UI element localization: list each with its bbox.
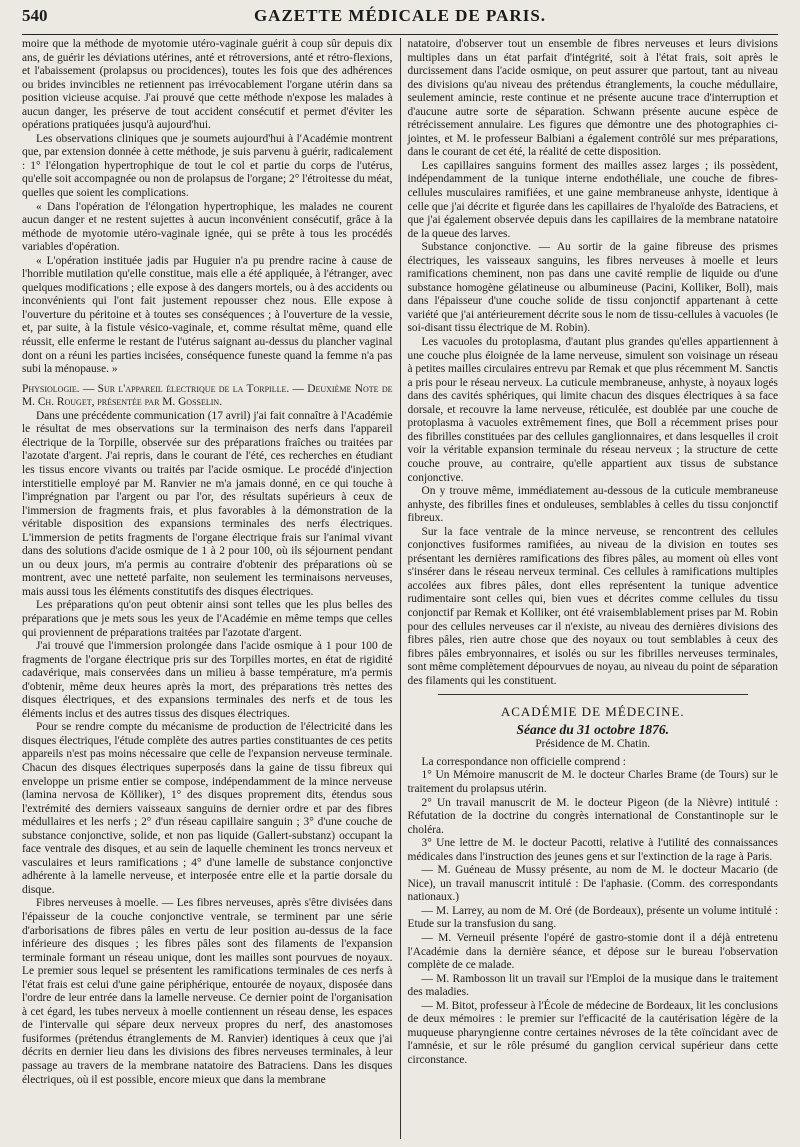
page-number: 540 — [22, 6, 48, 25]
section-divider — [438, 694, 749, 695]
paragraph: — M. Guéneau de Mussy présente, au nom de M. le docteur Macario (de Nice), un travail manuscrit intitulé : De l'aphasie. (Comm. des correspondants nationaux.) — [407, 864, 778, 904]
page-header — [22, 6, 778, 35]
presidence-line: Présidence de M. Chatin. — [535, 738, 651, 751]
paragraph: Les vacuoles du protoplasma, d'autant plus grandes qu'elles appartiennent à une couche plus éloignée de la lame nerveuse, simulent son voisinage un réseau à petites mailles circulaires entrevu par Remak et que plus récemment M. Sanctis a pris pour le réseau nerveux. La cuticule membraneuse, anhyste, à noyaux logés dans des cavités sphériques, qui limite chacun des disques électriques à sa face dorsale, et recouvre la lame nerveuse, réticulée, est doublée par une couche de protoplasma à vacuoles extrêmement fines, que Boll a récemment prises pour des fibrilles constituées par des cellules ganglionnaires, et dans lesquelles il croit voir la véritable expansion terminale du réseau nerveux ; la structure de cette couche prouve, au contraire, qu'elle appartient aux tissus de substance conjonctive. — [407, 336, 778, 484]
paragraph: Pour se rendre compte du mécanisme de production de l'électricité dans les disques électriques, l'étude complète des autres parties constituantes de ces petits appareils n'est pas moins nécessaire que celle de l'expansion nerveuse terminale. Chacun des disques électriques superposés dans la gaine de tissu fibreux qui enveloppe un prisme entier se compose, indépendamment de la mince nerveuse (lamina nervosa de Kölliker), 1° des disques proprement dits, étendus sous l'extrémité des derniers vaisseaux sanguins de dernier ordre et par des fibres médullaires et les nerfs ; 2° d'un réseau capillaire sanguin ; 3° d'une couche de substance conjonctive, solide, et non pas liquide (Gallert-substanz) occupant la face ventrale des disques, et au sein de laquelle cheminent les troncs nerveux et vasculaires et leurs ramifications ; 4° d'une lamelle de substance conjonctive adhérente à la lamelle nerveuse, et interposée entre elle et la partie dorsale du disque. — [22, 721, 393, 896]
paragraph: Substance conjonctive. — Au sortir de la gaine fibreuse des prismes électriques, les vaisseaux sanguins, les fibres nerveuses à moelle et leurs ramifications cheminent, non pas dans une cavité remplie de liquide ou d'une substance homogène gélatineuse ou albumineuse (Pacini, Kolliker, Boll), mais dans l'épaisseur d'une couche solide de tissu conjonctif appartenant à cette variété que j'ai antérieurement décrite sous le nom de tissu-cellules à vacuoles (le soi-disant tissu électrique de M. Robin). — [407, 241, 778, 335]
paragraph: Dans une précédente communication (17 avril) j'ai fait connaître à l'Académie le résultat de mes observations sur la terminaison des nerfs dans l'appareil électrique de la Torpille, observée sur des préparations fraîches ou traitées par l'azotate d'argent. J'ai repris, dans le courant de l'été, ces recherches en étudiant les tissus encore vivants ou traités par l'acide osmique. Le procédé d'injection interstitielle employé par M. Ranvier ne m'a jamais donné, en ce qui touche à l'imprégnation par l'argent ou par l'or, des résultats supérieurs à ceux de l'immersion de fragments frais, et plus favorables à la démonstration de la véritable disposition des expansions terminales des nerfs électriques. L'immersion de petits fragments de l'organe électrique frais sur l'animal vivant dans des solutions d'acide osmique de 1 à 2 pour 100, où ils séjournent pendant un ou deux jours, m'a permis au contraire d'obtenir des préparations où se montrent, avec une netteté parfaite, non seulement les terminaisons nerveuses, mais aussi tous les éléments constitutifs des disques électriques. — [22, 409, 393, 598]
paragraph: Les observations cliniques que je soumets aujourd'hui à l'Académie montrent que, par extension donnée à cette méthode, je suis parvenu à guérir, radicalement : 1° l'élongation hypertrophique de tout le col et partie du corps de l'utérus, qu'elle soit accompagnée ou non de prolapsus de l'organe; 2° l'étroitesse du méat, quelles que soient les complications. — [22, 132, 393, 200]
paragraph: J'ai trouvé que l'immersion prolongée dans l'acide osmique à 1 pour 100 de fragments de l'organe électrique pris sur des Torpilles mortes, en état de rigidité cadavérique, mais conservées dans un milieu à basse température, m'a permis d'obtenir, même deux heures après la mort, des préparations très nettes des disques électriques, et des expansions terminales des nerfs et de tous les éléments inclus et des autres tissus des disques électriques. — [22, 640, 393, 720]
paragraph: 1° Un Mémoire manuscrit de M. le docteur Charles Brame (de Tours) sur le traitement du prolapsus utérin. — [407, 769, 778, 795]
section-title-academie: ACADÉMIE DE MÉDECINE. — [500, 704, 685, 720]
paragraph: Sur la face ventrale de la mince nerveuse, se rencontrent des cellules conjonctives fusiformes ramifiées, au niveau de la division en toutes ses présentant les dernières ramifications des fibres pâles, au moment où elles vont s'insérer dans le réseau nerveux terminal. Ces cellules à ramifications multiples accolées aux fibres pâles, dont elles représentent la tunique adventice rudimentaire sont celles qui, bien vues et décrites comme cellules du tissu conjonctif par Remak et Kolliker, ont été vraisemblablement prises par M. Robin pour des cellules nerveuses car il n'existe, au niveau des dernières divisions des fibres pâles, rien autre chose que des noyaux ou tout semblables à ceux des fibres pâles embryonnaires, et isolés ou sur les fibrilles nerveuses terminales, sont même complètement dépourvues de noyau, au niveau du point de séparation des filaments qui les constituent. — [407, 525, 778, 687]
paragraph: « L'opération instituée jadis par Huguier n'a pu prendre racine à cause de l'horrible mutilation qu'elle constitue, mais elle a été appliquée, à l'étranger, avec quelques modifications ; elle expose à des dangers mortels, ou à des accidents ou inconvénients qui l'ont fait justement repousser chez nous. Elle expose à l'ouverture du péritoine et à toutes ses conséquences ; à l'ouverture de la vessie, et, par suite, à la fistule vésico-vaginale, et, comme résultat même, quand elle réussit, elle enferme le restant de l'utérus saignant au-dessus du plancher vaginal dont on a réuni les parties incisées, conséquence funeste quand la femme n'a pas subi la ménopause. » — [22, 254, 393, 376]
paragraph: — M. Rambosson lit un travail sur l'Emploi de la musique dans le traitement des maladies. — [407, 972, 778, 999]
paragraph: — M. Bitot, professeur à l'École de médecine de Bordeaux, lit les conclusions de deux mémoires : le premier sur l'efficacité de la cautérisation légère de la muqueuse pharyngienne contre certaines névroses de la tête coïncidant avec de l'amnésie, et sur le rôle présumé du ganglion cervical supérieur dans cette circonstance. — [407, 999, 778, 1066]
paragraph: Fibres nerveuses à moelle. — Les fibres nerveuses, après s'être divisées dans l'épaisseur de la couche conjonctive ventrale, se terminent par une série d'arborisations de fibres pâles en vertu de leur position au-dessus de la face inférieure des disques ; les fibres pâles sont des filaments de l'expansion terminale formant un réseau unique, dont les mailles sont pourvues de noyaux. Le premier sous lequel se présentent les ramifications terminales de ces nerfs à l'état frais est celui d'une gaine périphérique, entourée de noyaux, disposée dans l'ordre de leur entrée dans la lamelle nerveuse. Ce dernier point de l'organisation à cet égard, les tubes nerveux à moelle contiennent un réseau dense, les espaces de l'intervalle qui sépare deux nerveux propres du nerf, des anastomoses fusiformes (prétendus étranglements de M. Ranvier) identiques à ceux que j'ai décrits en dernier lieu dans les divisions des fibres nerveuses terminales, à leur passage au travers de la membrane natatoire des Batraciens. Dans les disques électriques, où il est possible, encore mieux que dans la membrane — [22, 897, 393, 1086]
seance-heading: Séance du 31 octobre 1876. — [516, 721, 670, 737]
paragraph: 3° Une lettre de M. le docteur Pacotti, relative à l'utilité des connaissances médicales dans l'instruction des jeunes gens et sur l'extinction de la rage à Paris. — [407, 837, 778, 863]
paragraph: natatoire, d'observer tout un ensemble de fibres nerveuses et leurs divisions multiples dans un état parfait d'intégrité, soit à l'état frais, soit après le durcissement dans l'acide osmique, on peut assurer que partout, tant au niveau des divisions qu'au niveau des prétendus étranglements, la couche médullaire, seulement amincie, reste continue et ne présente aucune trace d'interruption et d'aucune autre sorte de séparation. Schwann présente aucune espèce de rétrécissement annulaire. Les figures que démontre une des photographies ci-jointes, et M. le professeur Balbiani a également contrôlé sur mes préparations, dans le courant de cet été, la réalité de cette disposition. — [407, 38, 778, 159]
paragraph: Les capillaires sanguins forment des mailles assez larges ; ils possèdent, indépendamment de la tunique interne endothéliale, une couche de fibres-cellules musculaires ramifiées, et une gaine membraneuse anhyste, identique à celle que j'ai décrite et figurée dans les capillaires de l'hyaloïde des Batraciens, et que j'ai également observée depuis dans les capillaires de la membrane natatoire de la queue des larves. — [407, 159, 778, 240]
paragraph: — M. Verneuil présente l'opéré de gastro-stomie dont il a déjà entretenu l'Académie dans la dernière séance, et dépose sur le bureau l'observation complète de ce malade. — [407, 932, 778, 972]
running-title: GAZETTE MÉDICALE DE PARIS. — [253, 6, 547, 25]
paragraph: Les préparations qu'on peut obtenir ainsi sont telles que les plus belles des préparations que je mets sous les yeux de l'Académie en même temps que celles qui proviennent de préparations traitées par l'azotate d'argent. — [22, 599, 393, 639]
section-heading-physiologie: Physiologie. — Sur l'appareil électrique de la Torpille. — Deuxième Note de M. Ch. Rouget, présentée par M. Gosselin. — [22, 382, 393, 409]
paragraph: moire que la méthode de myotomie utéro-vaginale guérit à coup sûr depuis dix ans, de guérir les déviations utérines, anté et rétroversions, anté et rétro-flexions, et l'abaissement (prolapsus ou procidences), toutes les fois que des adhérences ou brides invincibles ne retiennent pas irrévocablement l'organe utérin dans sa position vicieuse acquise. J'ai prouvé que cette méthode n'expose les malades à aucun danger, les préserve de tout accident consécutif et permet d'éviter les opérations pratiquées jusqu'à aujourd'hui. — [22, 38, 393, 132]
paragraph: — M. Larrey, au nom de M. Oré (de Bordeaux), présente un volume intitulé : Etude sur la transfusion du sang. — [407, 904, 778, 931]
paragraph: 2° Un travail manuscrit de M. le docteur Pigeon (de la Nièvre) intitulé : Réfutation de la doctrine du congrès international de Constantinople sur le choléra. — [407, 796, 778, 836]
left-column — [22, 38, 400, 1139]
paragraph: On y trouve même, immédiatement au-dessous de la cuticule membraneuse anhyste, des fibrilles fines et onduleuses, semblables à celles du tissu conjonctif fibreux. — [407, 485, 778, 525]
paragraph: La correspondance non officielle comprend : — [421, 755, 626, 768]
right-column — [401, 38, 779, 1139]
text-columns — [22, 38, 778, 1139]
paragraph: « Dans l'opération de l'élongation hypertrophique, les malades ne courent aucun danger et ne restent sujettes à aucun inconvénient consécutif, grâce à la méthode de myotomie utéro-vaginale ignée, qui se prête à tous les procédés variables d'opération. — [22, 200, 393, 254]
